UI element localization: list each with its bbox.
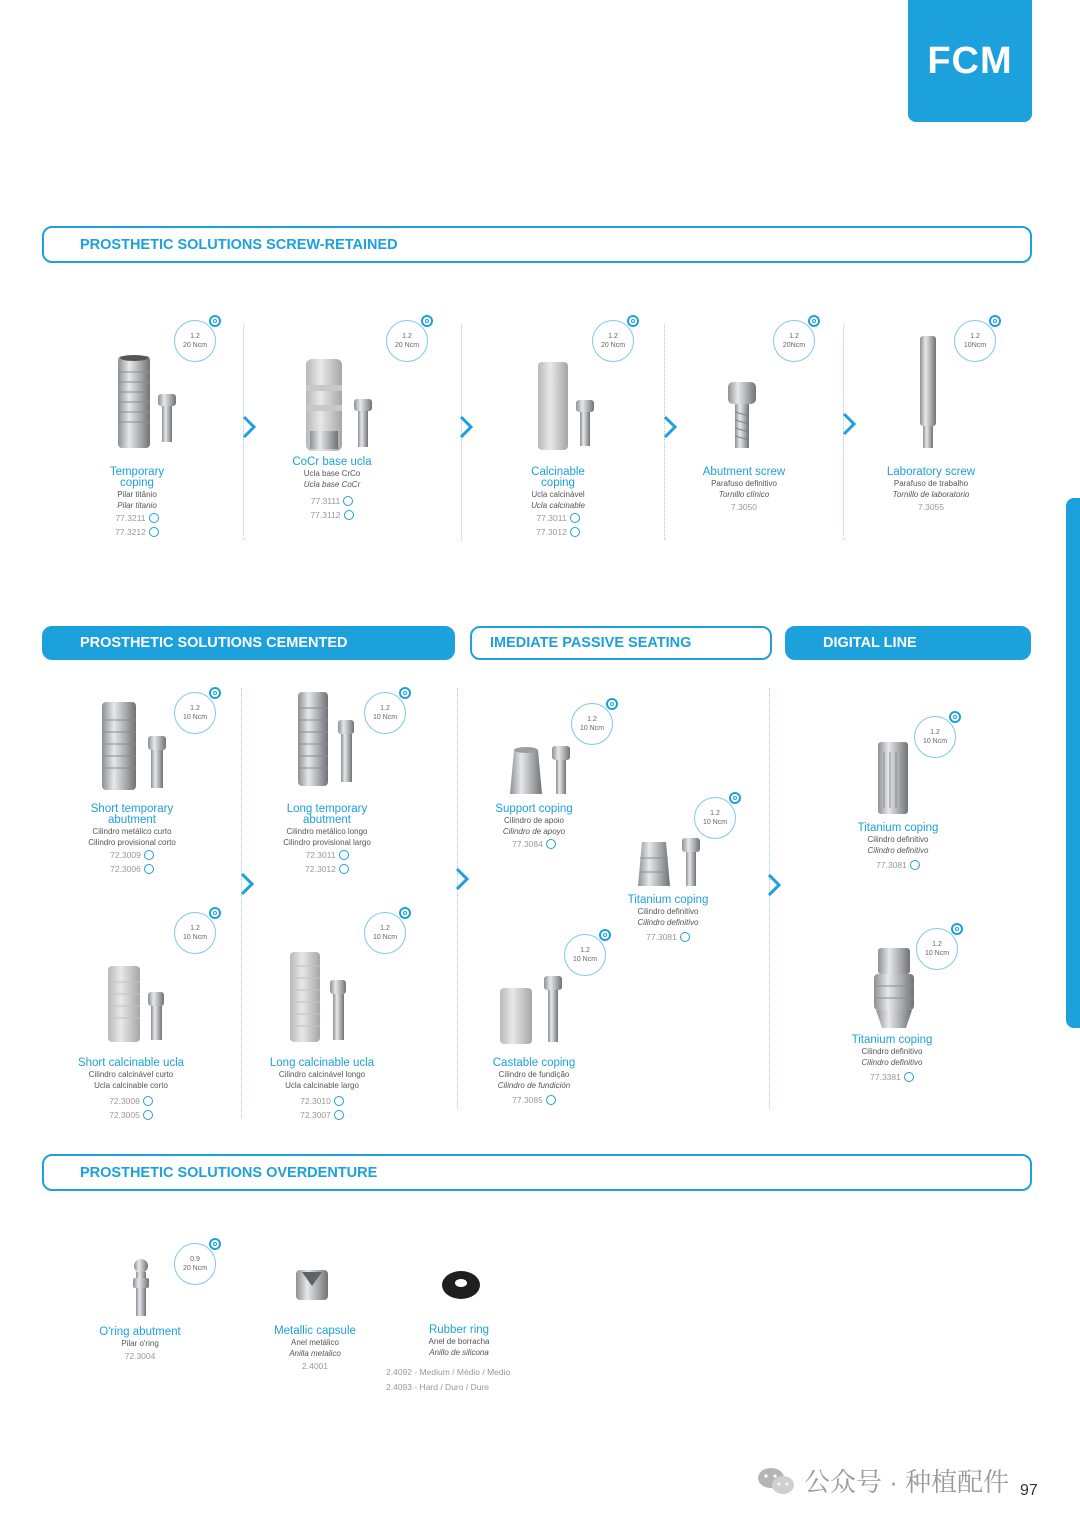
torque-badge: 1.2 10 Ncm — [564, 934, 606, 976]
torque-badge: 1.2 10 Ncm — [364, 692, 406, 734]
cocr-ucla-image — [300, 355, 380, 455]
abutment-screw-image — [724, 378, 764, 454]
torque-badge: 1.2 20 Ncm — [174, 320, 216, 362]
product-abutment-screw: Abutment screw Parafuso definitivo Tornillo clínico 7.3050 — [702, 466, 786, 512]
product-short-temporary-abutment: Short temporary abutment Cilindro metálico curto Cilindro provisional corto 72.3009 72.3006 — [88, 803, 176, 874]
torque-badge: 1.2 20Ncm — [773, 320, 815, 362]
torque-badge: 1.2 10 Ncm — [571, 703, 613, 745]
torque-badge: 1.2 10 Ncm — [174, 912, 216, 954]
product-cocr-base-ucla: CoCr base ucla Ucla base CrCo Ucla base CoCr 77.3111 77.3112 — [292, 456, 372, 520]
product-long-temporary-abutment: Long temporary abutment Cilindro metálico longo Cilindro provisional largo 72.3011 72.3012 — [283, 803, 371, 874]
chevron-right-icon — [451, 866, 473, 892]
section-header-digital-line: DIGITAL LINE — [785, 626, 1031, 660]
product-castable-coping: Castable coping Cilindro de fundição Cilindro de fundición 77.3085 — [492, 1057, 576, 1105]
side-accent-bar — [1066, 498, 1080, 1028]
temporary-coping-image — [112, 352, 182, 452]
rubber-ring-codes: 2.4092 - Medium / Médio / Medio 2.4093 - Hard / Duro / Dure — [386, 1367, 511, 1392]
product-long-calcinable-ucla: Long calcinable ucla Cilindro calcinável longo Ucla calcinable largo 72.3010 72.3007 — [269, 1057, 375, 1120]
chevron-right-icon — [763, 872, 785, 898]
titanium-coping-image — [632, 836, 712, 892]
castable-coping-image — [496, 974, 576, 1048]
section-header-passive-seating: IMEDIATE PASSIVE SEATING — [470, 626, 772, 660]
titanium-coping-digital-image — [872, 738, 916, 818]
product-support-coping: Support coping Cilindro de apoio Cilindro de apoyo 77.3084 — [495, 803, 573, 849]
torque-badge: 1.2 20 Ncm — [386, 320, 428, 362]
torque-badge: 1.2 10 Ncm — [364, 912, 406, 954]
titanium-coping-digital-2-image — [868, 944, 922, 1032]
rubber-ring-image — [440, 1268, 482, 1302]
product-oring-abutment: O'ring abutment Pilar o'ring 72.3004 — [99, 1326, 181, 1361]
torque-badge: 1.2 10 Ncm — [694, 797, 736, 839]
chevron-right-icon — [659, 414, 681, 440]
short-temporary-abutment-image — [98, 700, 174, 794]
section-header-cemented: PROSTHETIC SOLUTIONS CEMENTED — [42, 626, 455, 660]
calcinable-coping-image — [534, 358, 604, 454]
long-calcinable-ucla-image — [286, 950, 356, 1046]
product-calcinable-coping: Calcinable coping Ucla calcinável Ucla calcinable 77.3011 77.3012 — [531, 466, 585, 537]
torque-badge: 0.9 20 Ncm — [174, 1243, 216, 1285]
torque-badge: 1.2 10 Ncm — [174, 692, 216, 734]
section-header-overdenture: PROSTHETIC SOLUTIONS OVERDENTURE — [42, 1154, 1032, 1191]
product-laboratory-screw: Laboratory screw Parafuso de trabalho Tornillo de laboratorio 7.3055 — [886, 466, 976, 512]
chevron-right-icon — [238, 414, 260, 440]
support-coping-image — [502, 742, 582, 800]
wechat-icon — [756, 1465, 796, 1497]
torque-badge: 1.2 10Ncm — [954, 320, 996, 362]
brand-tab: FCM — [908, 0, 1032, 122]
product-titanium-coping-digital: Titanium coping Cilindro definitivo Cilindro definitivo 77.3081 — [857, 822, 939, 870]
divider — [457, 688, 458, 1108]
long-temporary-abutment-image — [294, 690, 364, 790]
laboratory-screw-image — [914, 334, 944, 452]
divider — [241, 688, 242, 1118]
metallic-capsule-image — [292, 1268, 332, 1304]
oring-abutment-image — [128, 1258, 158, 1320]
torque-badge: 1.2 10 Ncm — [914, 716, 956, 758]
page-number: 97 — [1020, 1482, 1038, 1499]
product-titanium-coping-passive: Titanium coping Cilindro definitivo Cilindro definitivo 77.3081 — [627, 894, 709, 942]
product-short-calcinable-ucla: Short calcinable ucla Cilindro calcinável curto Ucla calcinable corto 72.3008 72.3005 — [77, 1057, 185, 1120]
watermark: 公众号 · 种植配件 — [756, 1462, 1009, 1499]
product-temporary-coping: Temporary coping Pilar titânio Pilar titanio 77.3211 77.3212 — [109, 466, 165, 537]
torque-badge: 1.2 20 Ncm — [592, 320, 634, 362]
product-titanium-coping-digital-2: Titanium coping Cilindro definitivo Cilindro definitivo 77.3381 — [851, 1034, 933, 1082]
short-calcinable-ucla-image — [104, 962, 174, 1046]
torque-badge: 1.2 10 Ncm — [916, 928, 958, 970]
section-header-screw-retained: PROSTHETIC SOLUTIONS SCREW-RETAINED — [42, 226, 1032, 263]
chevron-right-icon — [455, 414, 477, 440]
product-metallic-capsule: Metallic capsule Anel metálico Anilla metalico 2.4001 — [274, 1325, 356, 1371]
chevron-right-icon — [838, 411, 860, 437]
product-rubber-ring: Rubber ring Anel de borracha Anillo de silicona — [428, 1324, 490, 1357]
